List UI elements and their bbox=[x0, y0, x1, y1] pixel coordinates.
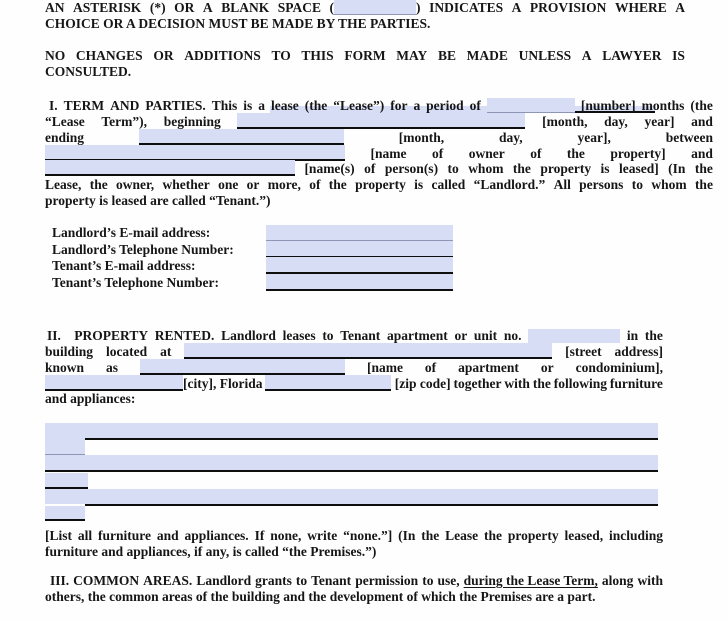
text-run: Tenant bbox=[311, 572, 352, 588]
text-run: of bbox=[309, 177, 321, 193]
text-run: property bbox=[507, 527, 559, 543]
text-run: TERM bbox=[63, 97, 105, 113]
text-run: the bbox=[644, 327, 663, 343]
form-line bbox=[45, 47, 685, 63]
text-run: ASTERISK bbox=[73, 0, 142, 15]
text-run: WHERE bbox=[614, 0, 667, 15]
text-run: [List bbox=[45, 527, 72, 543]
blank-field-group bbox=[139, 129, 344, 145]
text-run: along bbox=[601, 572, 634, 588]
blank-field-group bbox=[45, 375, 262, 391]
text-run: [month, bbox=[398, 129, 445, 145]
tenant-email-label: Tenant’s E-mail address: bbox=[52, 258, 196, 274]
text-run: to bbox=[447, 161, 459, 177]
text-run: the bbox=[694, 177, 713, 193]
form-line bbox=[45, 543, 663, 559]
text-run: a bbox=[258, 97, 266, 113]
text-run: If bbox=[254, 527, 265, 543]
text-run: with bbox=[637, 572, 663, 588]
text-run: or bbox=[454, 327, 468, 343]
form-line bbox=[45, 63, 685, 79]
contact-row bbox=[45, 274, 495, 290]
text-run: whether bbox=[162, 177, 210, 193]
text-run: owner, bbox=[116, 177, 155, 193]
text-run: person(s) bbox=[384, 161, 439, 177]
text-run: as bbox=[106, 359, 119, 375]
landlord-phone-field[interactable] bbox=[266, 241, 453, 258]
text-run: TO bbox=[271, 47, 291, 63]
form-line bbox=[45, 113, 713, 129]
blank-field-group bbox=[528, 329, 620, 343]
text-run: the bbox=[328, 177, 347, 193]
text-run: BLANK bbox=[221, 0, 270, 15]
text-run: (the bbox=[690, 97, 713, 113]
furniture-list-field[interactable] bbox=[45, 506, 85, 519]
furniture-list-field[interactable] bbox=[45, 473, 88, 487]
text-run: furniture and appliances, if any, is called “the Premises.”) bbox=[45, 543, 377, 559]
text-run: year], bbox=[577, 129, 611, 145]
blank-field[interactable] bbox=[45, 375, 183, 391]
text-run: following bbox=[553, 375, 608, 391]
tenant-phone-label: Tenant’s Telephone Number: bbox=[52, 274, 220, 290]
text-run: A bbox=[581, 47, 592, 63]
text-run: furniture bbox=[98, 527, 152, 543]
form-line bbox=[45, 129, 713, 145]
text-run: months bbox=[641, 97, 685, 113]
furniture-list-field[interactable] bbox=[45, 438, 85, 454]
text-run: INDICATES bbox=[429, 0, 504, 15]
text-run: A bbox=[675, 0, 685, 15]
text-run: year] bbox=[644, 113, 675, 129]
text-run: BE bbox=[437, 47, 456, 63]
text-run: use, bbox=[437, 572, 460, 588]
text-run: and bbox=[156, 527, 179, 543]
text-run: OR bbox=[153, 47, 174, 63]
text-run: ending bbox=[45, 129, 85, 145]
text-run: LAWYER bbox=[602, 47, 662, 63]
tenant-email-field[interactable] bbox=[266, 257, 453, 274]
text-run: the bbox=[89, 177, 108, 193]
text-run: OR bbox=[174, 0, 195, 15]
text-run: III. bbox=[50, 572, 70, 588]
text-run: (*) bbox=[149, 0, 166, 15]
text-run: apartment bbox=[458, 359, 519, 375]
text-run: whom bbox=[651, 177, 687, 193]
form-line bbox=[45, 97, 713, 113]
text-run: and bbox=[691, 145, 713, 161]
text-run: condominium], bbox=[575, 359, 663, 375]
text-run: property] bbox=[610, 145, 666, 161]
text-run: property bbox=[355, 177, 406, 193]
text-run: with bbox=[504, 375, 530, 391]
text-run: A bbox=[202, 0, 213, 15]
field-underline bbox=[45, 470, 658, 472]
text-run: none, bbox=[270, 527, 302, 543]
underlined-phrase: during the Lease Term, bbox=[463, 572, 598, 588]
text-run: others, the common areas of the building and the development of which the Premises are a part. bbox=[45, 588, 596, 604]
landlord-email-field[interactable] bbox=[266, 225, 453, 241]
text-run: COMMON bbox=[73, 572, 140, 588]
blank-field[interactable] bbox=[265, 375, 391, 391]
contact-row bbox=[45, 258, 495, 274]
text-run: IS bbox=[672, 47, 685, 63]
text-run: Tenant bbox=[340, 327, 381, 343]
text-run: called bbox=[431, 177, 466, 193]
text-run: Lease, bbox=[45, 177, 82, 193]
blank-field[interactable] bbox=[237, 113, 525, 129]
text-run: PARTIES. bbox=[145, 97, 206, 113]
text-run: the bbox=[421, 527, 440, 543]
text-run: period bbox=[426, 97, 464, 113]
text-run: RENTED. bbox=[154, 327, 215, 343]
text-run: apartment bbox=[387, 327, 448, 343]
text-run: between bbox=[665, 129, 713, 145]
form-line bbox=[45, 527, 663, 543]
text-run: Landlord bbox=[221, 327, 276, 343]
text-run: [name bbox=[370, 145, 407, 161]
section-property-rented bbox=[45, 327, 663, 406]
text-run: CHANGES bbox=[75, 47, 143, 63]
text-run: and bbox=[691, 113, 713, 129]
form-line bbox=[45, 359, 663, 375]
text-run: a bbox=[413, 97, 421, 113]
text-run: A bbox=[511, 0, 522, 15]
blank-field-group bbox=[487, 98, 575, 113]
text-run: property is leased are called “Tenant.”) bbox=[45, 193, 271, 209]
para-no-changes bbox=[45, 47, 685, 79]
text-run: of bbox=[424, 359, 437, 375]
furniture-list-field[interactable] bbox=[45, 489, 658, 504]
text-run: “none.”] bbox=[343, 527, 393, 543]
text-run: at bbox=[160, 343, 172, 359]
text-run: CHOICE OR A DECISION MUST BE MADE BY THE PARTIES. bbox=[45, 15, 431, 31]
field-underline bbox=[85, 504, 658, 506]
form-line bbox=[45, 375, 663, 391]
text-run: “Landlord.” bbox=[473, 177, 546, 193]
blank-field[interactable] bbox=[528, 329, 620, 343]
tenant-phone-field[interactable] bbox=[266, 274, 453, 291]
text-run: leased] bbox=[618, 161, 659, 177]
text-run: “Lease bbox=[45, 113, 85, 129]
contact-row bbox=[45, 225, 495, 241]
text-run: PROVISION bbox=[529, 0, 607, 15]
text-run: in bbox=[626, 327, 639, 343]
text-run: together bbox=[453, 375, 502, 391]
text-run: to bbox=[422, 572, 434, 588]
text-run: is bbox=[600, 161, 610, 177]
text-run: (In bbox=[398, 527, 416, 543]
text-run: for bbox=[390, 97, 408, 113]
form-line bbox=[45, 327, 663, 343]
field-underline bbox=[45, 519, 85, 521]
blank-field[interactable] bbox=[184, 343, 552, 359]
text-run: PROPERTY bbox=[74, 327, 149, 343]
text-run: the bbox=[512, 161, 531, 177]
form-line bbox=[45, 176, 713, 192]
text-run: to bbox=[631, 177, 644, 193]
text-run: of bbox=[469, 97, 481, 113]
text-run: AREAS. bbox=[143, 572, 193, 588]
text-run: AND bbox=[110, 97, 140, 113]
text-run: the bbox=[483, 527, 502, 543]
text-run: beginning bbox=[163, 113, 221, 129]
text-run: NO bbox=[45, 47, 66, 63]
text-run: [month, bbox=[542, 113, 588, 129]
text-run: appliances. bbox=[184, 527, 249, 543]
furniture-list-field[interactable] bbox=[45, 455, 658, 470]
text-run: located bbox=[105, 343, 148, 359]
blank-field-group bbox=[140, 359, 345, 375]
para-list-note bbox=[45, 527, 663, 559]
text-run: whom bbox=[468, 161, 504, 177]
text-run: THIS bbox=[301, 47, 334, 63]
text-run: to bbox=[322, 327, 334, 343]
text-run: (the bbox=[304, 97, 328, 113]
blank-field[interactable] bbox=[45, 160, 295, 176]
text-run: FORM bbox=[344, 47, 386, 63]
blank-field[interactable] bbox=[334, 0, 416, 15]
text-run: ADDITIONS bbox=[184, 47, 261, 63]
blank-field-group bbox=[237, 113, 525, 129]
text-run: all bbox=[77, 527, 93, 543]
text-run: of bbox=[530, 145, 542, 161]
text-run: This bbox=[211, 97, 238, 113]
text-run: one bbox=[218, 177, 239, 193]
text-run: (In bbox=[668, 161, 686, 177]
form-line bbox=[45, 572, 663, 588]
para-asterisk-note bbox=[45, 0, 685, 31]
blank-field-group bbox=[45, 145, 345, 161]
text-run: address] bbox=[614, 343, 663, 359]
text-run: including bbox=[608, 527, 663, 543]
text-run: known bbox=[45, 359, 85, 375]
text-run: or bbox=[540, 359, 554, 375]
blank-field[interactable] bbox=[487, 98, 575, 113]
form-line bbox=[45, 0, 685, 15]
text-run: CONSULTED. bbox=[45, 63, 132, 79]
text-run: “Lease”) bbox=[333, 97, 385, 113]
landlord-phone-label: Landlord’s Telephone Number: bbox=[52, 241, 234, 257]
text-run: day, bbox=[604, 113, 628, 129]
text-run: day, bbox=[499, 129, 523, 145]
text-run: lease bbox=[271, 97, 299, 113]
form-line bbox=[45, 145, 713, 161]
form-line bbox=[45, 161, 713, 177]
text-run: [number] bbox=[580, 97, 636, 113]
text-run: leased, bbox=[564, 527, 604, 543]
text-run: the bbox=[566, 145, 585, 161]
text-run: UNLESS bbox=[518, 47, 572, 63]
text-run: property bbox=[540, 161, 592, 177]
text-run: owner bbox=[468, 145, 505, 161]
text-run: [street bbox=[565, 343, 602, 359]
blank-field[interactable] bbox=[45, 145, 345, 161]
text-run: AN bbox=[45, 0, 65, 15]
text-run: II. bbox=[47, 327, 61, 343]
form-line bbox=[45, 391, 663, 407]
text-run: SPACE bbox=[277, 0, 321, 15]
text-run: ) bbox=[416, 0, 421, 15]
contact-info-block bbox=[45, 225, 495, 291]
text-run: write bbox=[307, 527, 338, 543]
text-run: leases bbox=[282, 327, 316, 343]
text-run: Term”), bbox=[101, 113, 148, 129]
text-run: and appliances: bbox=[45, 391, 136, 407]
field-underline bbox=[85, 438, 658, 440]
text-run: MADE bbox=[466, 47, 508, 63]
text-run: to bbox=[295, 572, 308, 588]
text-run: more, bbox=[267, 177, 301, 193]
blank-field-group bbox=[45, 160, 295, 176]
text-run: no. bbox=[503, 327, 522, 343]
text-run: the bbox=[694, 161, 713, 177]
form-line bbox=[45, 588, 663, 604]
blank-field-group bbox=[330, 0, 421, 15]
text-run: of bbox=[364, 161, 376, 177]
section-term-and-parties bbox=[45, 97, 713, 208]
form-line bbox=[45, 343, 663, 359]
text-run: [zip code] bbox=[391, 375, 451, 391]
text-run: ( bbox=[329, 0, 335, 15]
text-run: the bbox=[532, 375, 551, 391]
text-run: [city], Florida bbox=[183, 375, 263, 391]
landlord-email-label: Landlord’s E-mail address: bbox=[52, 225, 211, 241]
text-run: furniture bbox=[609, 375, 663, 391]
text-run: All bbox=[553, 177, 571, 193]
text-run: Lease bbox=[445, 527, 479, 543]
furniture-list-field[interactable] bbox=[45, 423, 658, 438]
blank-field[interactable] bbox=[140, 359, 345, 375]
text-run: is bbox=[414, 177, 424, 193]
text-run: MAY bbox=[396, 47, 428, 63]
text-run: unit bbox=[473, 327, 498, 343]
blank-field[interactable] bbox=[139, 129, 344, 145]
text-run: is bbox=[243, 97, 253, 113]
form-line bbox=[45, 15, 685, 31]
section-common-areas bbox=[45, 572, 663, 604]
contact-row bbox=[45, 241, 495, 257]
text-run: persons bbox=[579, 177, 624, 193]
text-run: building bbox=[45, 343, 94, 359]
text-run: grants bbox=[255, 572, 292, 588]
blank-field-group bbox=[184, 343, 552, 359]
form-line bbox=[45, 192, 713, 208]
blank-field-group bbox=[265, 375, 450, 391]
text-run: Landlord bbox=[196, 572, 252, 588]
text-run: permission bbox=[355, 572, 419, 588]
text-run: [name(s) bbox=[304, 161, 355, 177]
text-run: of bbox=[431, 145, 444, 161]
text-run: [name bbox=[366, 359, 403, 375]
text-run: I. bbox=[49, 97, 58, 113]
text-run: or bbox=[246, 177, 260, 193]
